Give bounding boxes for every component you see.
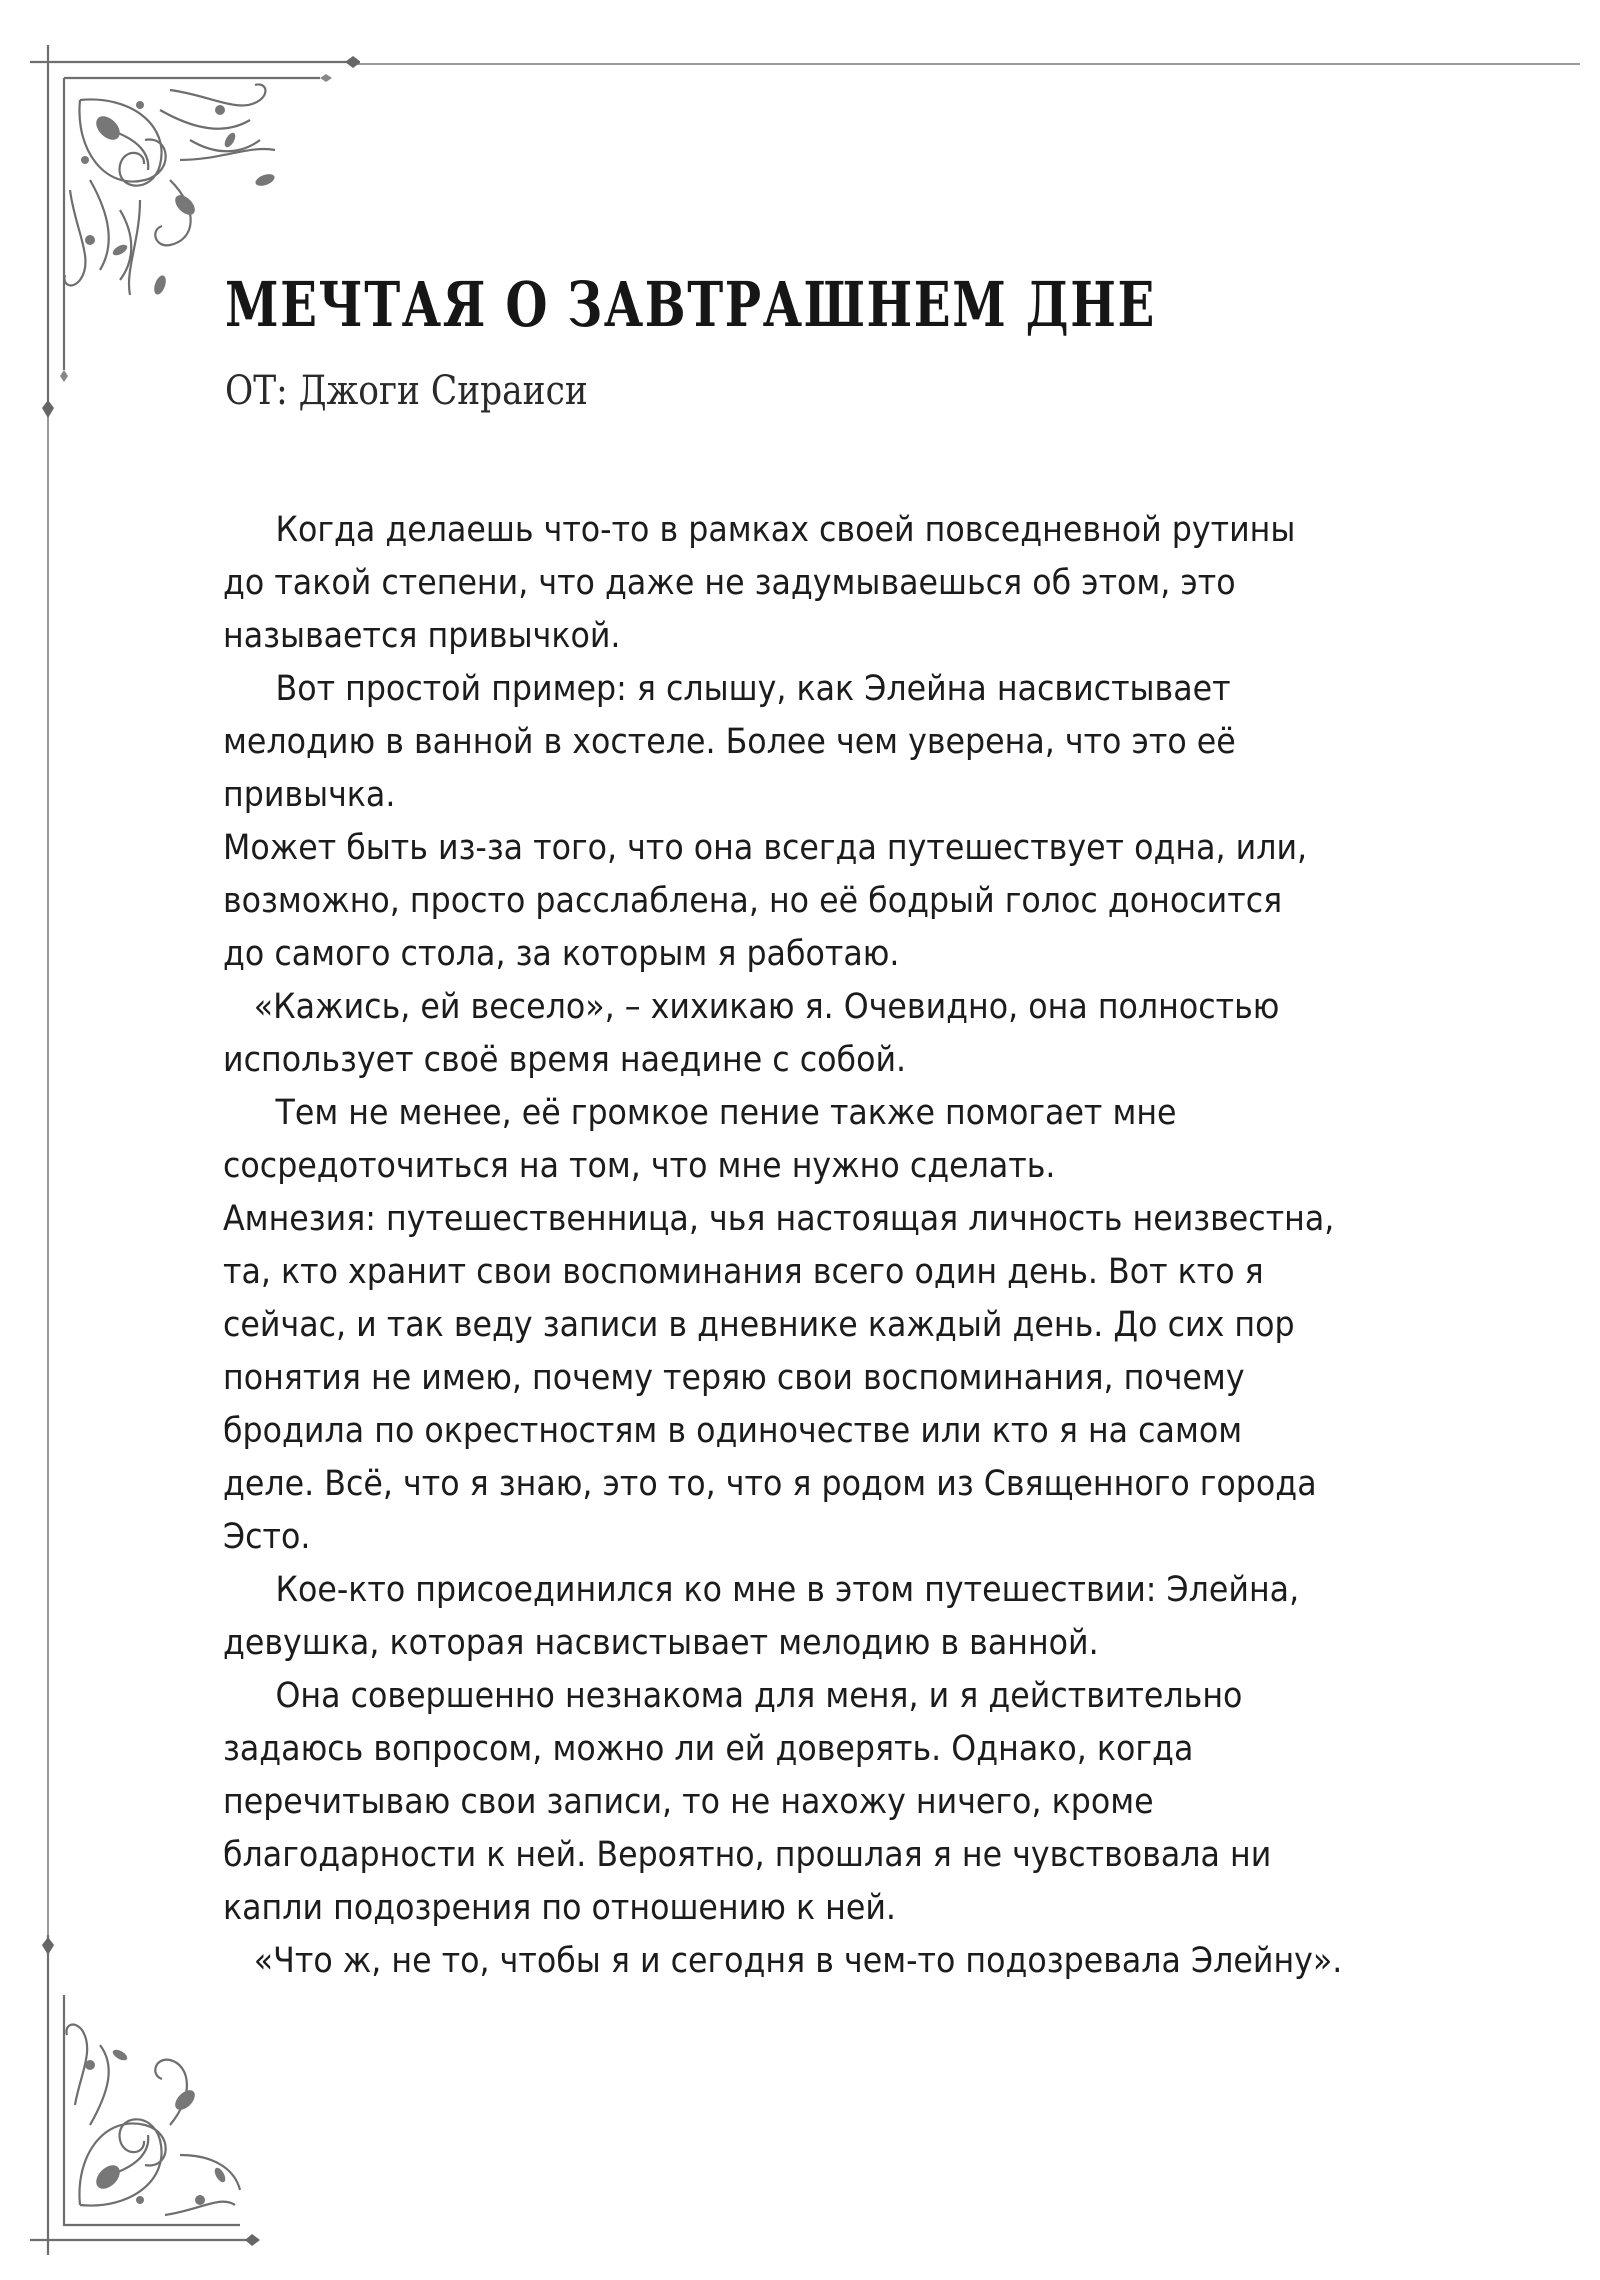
text-line: Амнезия: путешественница, чья настоящая личность неизвестна, xyxy=(223,1199,1335,1239)
text-line: понятия не имею, почему теряю свои воспоминания, почему xyxy=(223,1358,1245,1398)
frame-top-rule xyxy=(355,63,1580,65)
text-line: сосредоточиться на том, что мне нужно сделать. xyxy=(223,1146,1056,1186)
text-line: задаюсь вопросом, можно ли ей доверять. Однако, когда xyxy=(223,1729,1194,1769)
page-title: МЕЧТАЯ О ЗАВТРАШНЕМ ДНЕ xyxy=(225,268,1156,341)
text-line: называется привычкой. xyxy=(223,616,621,656)
top-left-ornament-icon xyxy=(20,40,360,420)
text-line: «Кажись, ей весело», – хихикаю я. Очевидно, она полностью xyxy=(253,987,1280,1027)
text-line: благодарности к ней. Вероятно, прошлая я не чувствовала ни xyxy=(223,1835,1272,1875)
text-line: капли подозрения по отношению к ней. xyxy=(223,1888,897,1928)
text-line: Может быть из-за того, что она всегда путешествует одна, или, xyxy=(223,828,1308,868)
text-line: Тем не менее, её громкое пение также помогает мне xyxy=(275,1093,1177,1133)
text-line: бродила по окрестностям в одиночестве или кто я на самом xyxy=(223,1411,1243,1451)
story-text xyxy=(223,504,1453,1988)
text-line: та, кто хранит свои воспоминания всего один день. Вот кто я xyxy=(223,1252,1264,1292)
text-line: использует своё время наедине с собой. xyxy=(223,1040,907,1080)
text-line: «Что ж, не то, чтобы я и сегодня в чем-то подозревала Элейну». xyxy=(253,1941,1343,1981)
text-line: привычка. xyxy=(223,775,396,815)
text-line: перечитываю свои записи, то не нахожу ничего, кроме xyxy=(223,1782,1154,1822)
text-line: Вот простой пример: я слышу, как Элейна насвистывает xyxy=(275,669,1231,709)
text-line: до самого стола, за которым я работаю. xyxy=(223,934,900,974)
author-byline: ОТ: Джоги Сираиси xyxy=(225,368,588,414)
text-line: девушка, которая насвистывает мелодию в ванной. xyxy=(223,1623,1099,1663)
text-line: Когда делаешь что-то в рамках своей повседневной рутины xyxy=(275,510,1296,550)
text-line: Она совершенно незнакома для меня, и я действительно xyxy=(275,1676,1243,1716)
text-line: мелодию в ванной в хостеле. Более чем уверена, что это её xyxy=(223,722,1236,762)
text-line: деле. Всё, что я знаю, это то, что я родом из Священного города xyxy=(223,1464,1317,1504)
text-line: возможно, просто расслаблена, но её бодрый голос доносится xyxy=(223,881,1283,921)
text-line: сейчас, и так веду записи в дневнике каждый день. До сих пор xyxy=(223,1305,1295,1345)
text-line: Кое-кто присоединился ко мне в этом путешествии: Элейна, xyxy=(275,1570,1300,1610)
text-line: до такой степени, что даже не задумываешься об этом, это xyxy=(223,563,1236,603)
frame-left-rule xyxy=(47,400,49,1940)
text-line: Эсто. xyxy=(223,1517,311,1557)
